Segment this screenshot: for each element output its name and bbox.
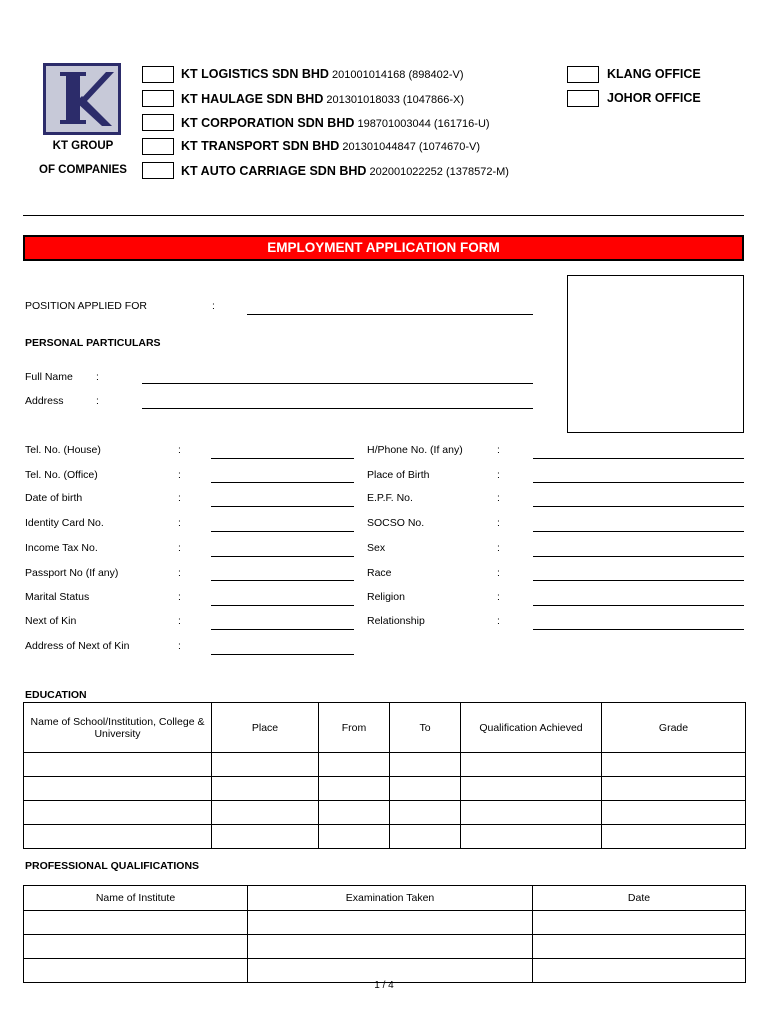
column-header: Qualification Achieved — [461, 703, 602, 753]
field-label: Identity Card No. — [25, 517, 104, 529]
table-cell[interactable] — [24, 753, 212, 777]
table-cell[interactable] — [212, 753, 319, 777]
table-cell[interactable] — [319, 777, 390, 801]
table-row — [24, 753, 746, 777]
field-label: Relationship — [367, 615, 425, 627]
table-cell[interactable] — [602, 777, 746, 801]
professional-table — [23, 885, 746, 983]
office-checkbox-johor[interactable] — [567, 90, 599, 107]
sex-input[interactable] — [533, 556, 744, 557]
table-row — [24, 801, 746, 825]
table-header-row — [24, 886, 746, 911]
column-header: Grade — [602, 703, 746, 753]
table-cell[interactable] — [248, 911, 533, 935]
education-table — [23, 702, 746, 849]
epf-input[interactable] — [533, 506, 744, 507]
table-cell[interactable] — [212, 825, 319, 849]
full-name-input[interactable] — [142, 383, 533, 384]
field-label: Place of Birth — [367, 469, 430, 481]
address-colon: : — [96, 395, 99, 407]
table-cell[interactable] — [24, 801, 212, 825]
relationship-input[interactable] — [533, 629, 744, 630]
full-name-colon: : — [96, 371, 99, 383]
table-cell[interactable] — [24, 777, 212, 801]
table-cell[interactable] — [461, 825, 602, 849]
table-cell[interactable] — [533, 935, 746, 959]
position-label: POSITION APPLIED FOR — [25, 300, 147, 312]
field-label: Next of Kin — [25, 615, 77, 627]
field-label: E.P.F. No. — [367, 492, 413, 504]
company-checkbox-haulage[interactable] — [142, 90, 174, 107]
field-label: H/Phone No. (If any) — [367, 444, 463, 456]
table-cell[interactable] — [390, 801, 461, 825]
field-label: Passport No (If any) — [25, 567, 119, 579]
table-cell[interactable] — [533, 911, 746, 935]
field-colon: : — [178, 567, 181, 579]
dob-input[interactable] — [211, 506, 354, 507]
table-row — [24, 825, 746, 849]
group-name-line2: OF COMPANIES — [39, 164, 127, 176]
table-cell[interactable] — [319, 753, 390, 777]
company-haulage: KT HAULAGE SDN BHD 201301018033 (1047866-X) — [181, 92, 465, 106]
table-cell[interactable] — [319, 801, 390, 825]
table-cell[interactable] — [602, 801, 746, 825]
tel-office-input[interactable] — [211, 482, 354, 483]
field-colon: : — [178, 640, 181, 652]
field-colon: : — [178, 542, 181, 554]
company-logistics: KT LOGISTICS SDN BHD 201001014168 (898402-V) — [181, 67, 464, 81]
page-number: 1 / 4 — [374, 980, 394, 991]
table-cell[interactable] — [212, 801, 319, 825]
header-divider — [23, 215, 744, 216]
field-colon: : — [178, 444, 181, 456]
field-label: Income Tax No. — [25, 542, 98, 554]
field-label: Date of birth — [25, 492, 83, 504]
field-colon: : — [497, 615, 500, 627]
table-cell[interactable] — [461, 777, 602, 801]
office-checkbox-klang[interactable] — [567, 66, 599, 83]
field-colon: : — [497, 469, 500, 481]
company-checkbox-auto-carriage[interactable] — [142, 162, 174, 179]
ic-input[interactable] — [211, 531, 354, 532]
office-johor: JOHOR OFFICE — [607, 91, 701, 105]
field-label: SOCSO No. — [367, 517, 425, 529]
table-cell[interactable] — [390, 753, 461, 777]
table-row — [24, 777, 746, 801]
position-input[interactable] — [247, 314, 533, 315]
field-label: Tel. No. (Office) — [25, 469, 98, 481]
table-cell[interactable] — [24, 935, 248, 959]
field-label: Marital Status — [25, 591, 90, 603]
next-of-kin-input[interactable] — [211, 629, 354, 630]
table-cell[interactable] — [319, 825, 390, 849]
photo-box — [567, 275, 744, 433]
company-checkbox-logistics[interactable] — [142, 66, 174, 83]
table-row — [24, 959, 746, 983]
company-checkbox-transport[interactable] — [142, 138, 174, 155]
field-colon: : — [497, 591, 500, 603]
column-header: To — [390, 703, 461, 753]
group-name-line1: KT GROUP — [52, 140, 114, 152]
field-colon: : — [497, 444, 500, 456]
company-transport: KT TRANSPORT SDN BHD 201301044847 (1074670-V) — [181, 139, 481, 153]
table-cell[interactable] — [461, 801, 602, 825]
field-label: Sex — [367, 542, 386, 554]
passport-input[interactable] — [211, 580, 354, 581]
table-cell[interactable] — [248, 935, 533, 959]
table-cell[interactable] — [390, 777, 461, 801]
table-cell[interactable] — [24, 825, 212, 849]
table-cell[interactable] — [24, 911, 248, 935]
race-input[interactable] — [533, 580, 744, 581]
column-header: Examination Taken — [248, 886, 533, 911]
full-name-label: Full Name — [25, 371, 73, 383]
field-colon: : — [178, 469, 181, 481]
field-label: Address of Next of Kin — [25, 640, 130, 652]
next-of-kin-address-input[interactable] — [211, 654, 354, 655]
table-header-row — [24, 703, 746, 753]
income-tax-input[interactable] — [211, 556, 354, 557]
field-label: Tel. No. (House) — [25, 444, 101, 456]
field-colon: : — [178, 591, 181, 603]
table-cell[interactable] — [533, 959, 746, 983]
field-colon: : — [497, 542, 500, 554]
table-cell[interactable] — [24, 959, 248, 983]
table-cell[interactable] — [212, 777, 319, 801]
office-klang: KLANG OFFICE — [607, 67, 701, 81]
socso-input[interactable] — [533, 531, 744, 532]
field-colon: : — [497, 567, 500, 579]
form-title: EMPLOYMENT APPLICATION FORM — [23, 235, 744, 261]
column-header: From — [319, 703, 390, 753]
hphone-input[interactable] — [533, 458, 744, 459]
column-header: Name of School/Institution, College & University — [24, 703, 212, 753]
column-header: Date — [533, 886, 746, 911]
field-colon: : — [497, 517, 500, 529]
field-colon: : — [178, 615, 181, 627]
table-cell[interactable] — [602, 825, 746, 849]
table-row — [24, 935, 746, 959]
table-row — [24, 911, 746, 935]
religion-input[interactable] — [533, 605, 744, 606]
field-colon: : — [178, 517, 181, 529]
column-header: Name of Institute — [24, 886, 248, 911]
tel-house-input[interactable] — [211, 458, 354, 459]
field-label: Race — [367, 567, 392, 579]
field-label: Religion — [367, 591, 405, 603]
field-colon: : — [178, 492, 181, 504]
company-checkbox-corporation[interactable] — [142, 114, 174, 131]
address-label: Address — [25, 395, 64, 407]
field-colon: : — [497, 492, 500, 504]
position-colon: : — [212, 300, 215, 312]
company-auto-carriage: KT AUTO CARRIAGE SDN BHD 202001022252 (1378572-M) — [181, 164, 509, 178]
personal-heading: PERSONAL PARTICULARS — [25, 337, 161, 349]
table-cell[interactable] — [602, 753, 746, 777]
column-header: Place — [212, 703, 319, 753]
company-corporation: KT CORPORATION SDN BHD 198701003044 (161716-U) — [181, 116, 490, 130]
place-of-birth-input[interactable] — [533, 482, 744, 483]
professional-heading: PROFESSIONAL QUALIFICATIONS — [25, 860, 200, 872]
table-cell[interactable] — [390, 825, 461, 849]
address-input[interactable] — [142, 408, 533, 409]
table-cell[interactable] — [461, 753, 602, 777]
education-heading: EDUCATION — [25, 689, 87, 701]
marital-status-input[interactable] — [211, 605, 354, 606]
kt-logo-icon — [46, 66, 118, 132]
company-logo — [43, 63, 121, 135]
table-cell[interactable] — [248, 959, 533, 983]
